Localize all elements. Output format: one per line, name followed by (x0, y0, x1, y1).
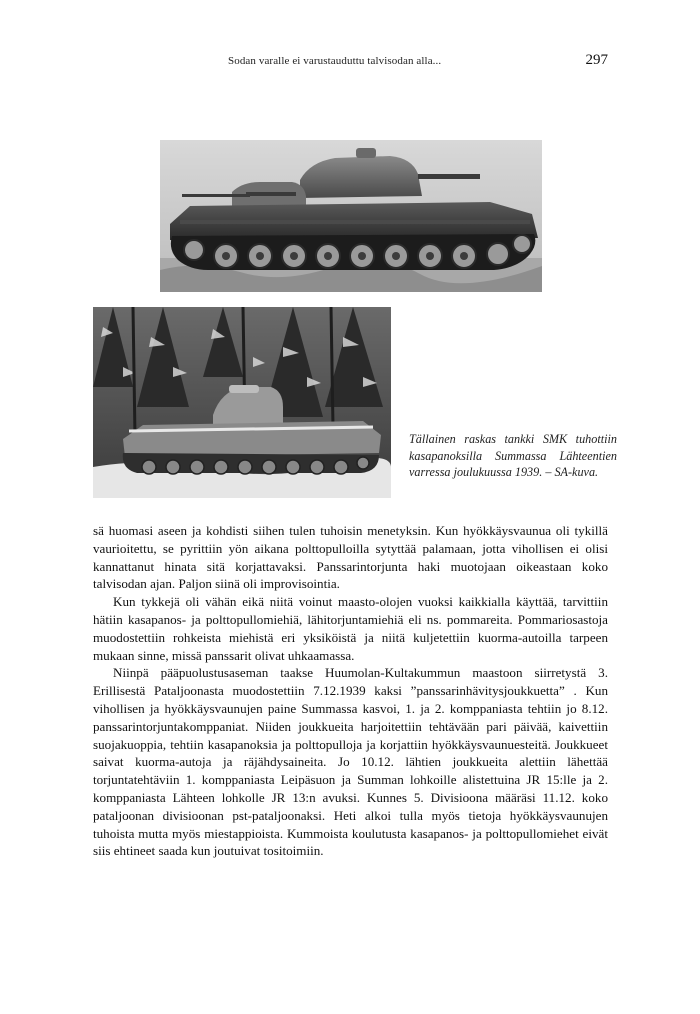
page-number: 297 (585, 52, 608, 68)
paragraph-1: sä huomasi aseen ja kohdisti siihen tulen tuhoisin menetyksin. Kun hyökkäysvaunua oli tykillä vaurioitettu, se pyrittiin yön aikana polttopulloilla sytyttää palamaan, jotta vihollisen ei olisi kannattanut hinata sitä korjattavaksi. Panssarintorjunta haki muotojaan oikeastaan koko talvisodan ajan. Paljon siinä oli improvisointia. (93, 523, 608, 592)
tank-photo-top (160, 140, 542, 292)
tank-side-view-icon (160, 140, 542, 292)
caption-text: Tällainen raskas tankki SMK tuhottiin kasapanoksilla Summassa Lähteentien varressa joulukuussa 1939. – SA-kuva. (409, 432, 617, 479)
tank-photo-bottom (93, 307, 391, 498)
paragraph-2: Kun tykkejä oli vähän eikä niitä voinut maasto-olojen vuoksi kaikkialla käyttää, tarvittiin hätiin kasapanos- ja polttopullomiehiä, lähitorjuntamiehiä eli ns. pommareita. Pommariosastoja muodostettiin rohkeista miehistä eri yksiköistä ja niitä kuljetettiin kuorma-autoilla tarpeen mukaan sinne, missä panssarit olivat uhkaamassa. (93, 594, 608, 663)
running-header: Sodan varalle ei varustauduttu talvisodan alla... (228, 55, 442, 67)
paragraph-3: Niinpä pääpuolustusaseman taakse Huumolan-Kultakummun maastoon siirretystä 3. Erillisestä Pataljoonasta muodostettiin 7.12.1939 kaksi ”panssarinhävitysjoukkuetta” . Kun vihollisen ja hyökkäysvaunujen paine Summassa kasvoi, 1. ja 2. komppaniasta tehtiin jo 8.12. panssarintorjuntakomppaniat. Niiden joukkueita harjoitettiin tehtävään pari päivää, kaivettiin suojakuoppia, tehtiin kasapanoksia ja polttopulloja ja korjattiin hyökkäysvaunuesteitä. Joukkueet saivat kuorma-autoja ja räjähdysaineita. Jo 10.12. lähtien joukkueita alettiin lähettää torjuntatehtäviin 1. komppaniasta Leipäsuon ja Summan lohkoille alistettuina JR 15:lle ja 2. komppaniasta Lähteen lohkolle JR 13:n avuksi. Kunnes 5. Divisioona määräsi 11.12. koko pataljoonan divisioonan pst-pataljoonaksi. Heti alkoi tulla myös tietoja hyökkäysvaunujen tuhoista mutta myös miestappioista. Kummoista koulutusta kasapanos- ja polttopullomiehet eivät siis ehtineet saada kun joutuivat tositoimiin. (93, 665, 608, 859)
tank-snowy-forest-icon (93, 307, 391, 498)
figure-caption (409, 431, 617, 481)
body-text (93, 522, 608, 860)
